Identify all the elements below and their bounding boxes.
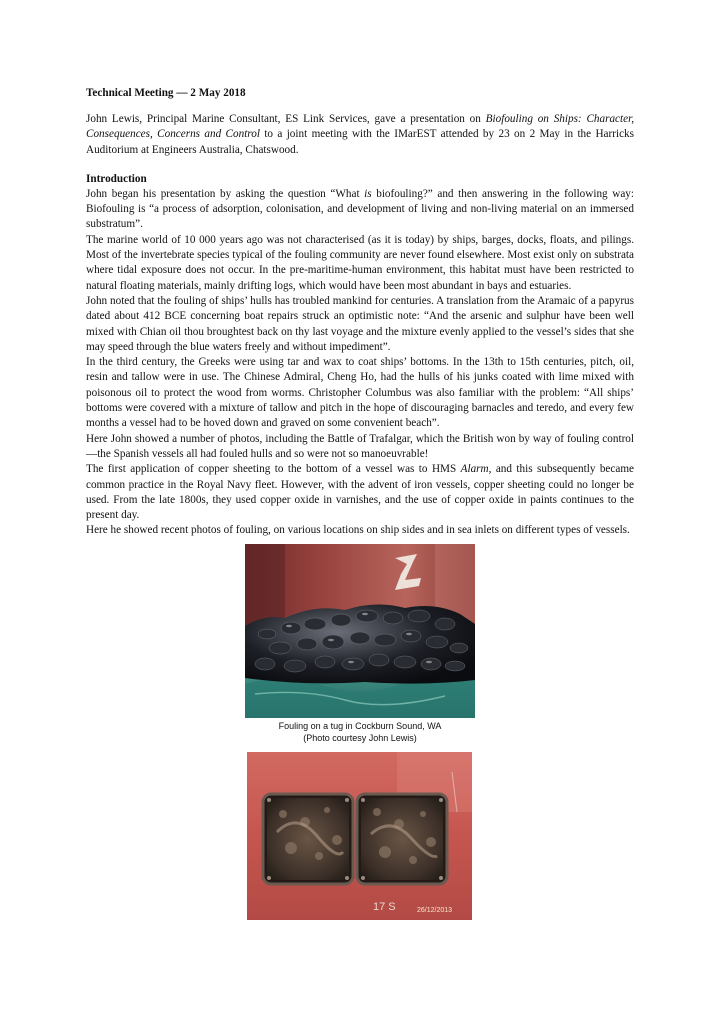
- paragraph-1: John began his presentation by asking the question “What is biofouling?” and then answering in the following way: Biofouling is “a process of adsorption, colonisation, and development of living and non-living material on an immersed substratum”.: [86, 187, 634, 231]
- paragraph-4: In the third century, the Greeks were using tar and wax to coat ships’ bottoms. In the 13th to 15th centuries, pitch, oil, resin and tallow were in use. The Chinese Admiral, Cheng Ho, had the hulls of his junks coated with lime mixed with poisonous oil to protect the wood from worms. Christopher Columbus was also familiar with the problem: “All ships’ bottoms were covered with a mixture of tallow and pitch in the hope of discouraging barnacles and teredo, and every few months a vessel had to be hoved down and graved on some convenient beach”.: [86, 356, 634, 430]
- section-heading: Introduction: [86, 172, 147, 185]
- paragraph-6: The first application of copper sheeting to the bottom of a vessel was to HMS Alarm, and this subsequently became common practice in the Royal Navy fleet. However, with the advent of iron vessels, copper sheeting could no longer be used. From the late 1800s, they used copper oxide in varnishes, and the use of copper oxide in paints continues to the present day.: [86, 463, 634, 522]
- intro-paragraph: John Lewis, Principal Marine Consultant, ES Link Services, gave a presentation on Biofouling on Ships: Character, Consequences, Concerns and Control to a joint meeting with the IMarEST attended by 23 on 2 May in the Harricks Auditorium at Engineers Australia, Chatswood.: [86, 113, 635, 156]
- paragraph-5: Here John showed a number of photos, including the Battle of Trafalgar, which the British won by way of fouling control—the Spanish vessels all had fouled hulls and so were not so manoeuvrable!: [86, 432, 634, 460]
- paragraph-3: John noted that the fouling of ships’ hulls has troubled mankind for centuries. A translation from the Aramaic of a papyrus dated about 412 BCE concerning boat repairs struck an optimistic note: “And the arsenic and sulphur have been well mixed with Chian oil thou broughtest back on thy last voyage and the mixture evenly applied to the vessel’s sides that she may speed through the blue waters freely and without impediment”.: [86, 294, 634, 353]
- photo-sea-inlet-fouling: [247, 752, 472, 920]
- page-title: Technical Meeting — 2 May 2018: [86, 87, 246, 99]
- photo-date-stamp: 26/12/2013: [417, 907, 453, 914]
- hull-marking: 17 S: [373, 901, 396, 913]
- paragraph-2: The marine world of 10 000 years ago was not characterised (as it is today) by ships, barges, docks, floats, and pilings. Most of the invertebrate species typical of the fouling community are never found elsewhere. Most exist only on substrata where tidal exposure does not occur. In the pre-maritime-human environment, this habitat must have been restricted to natural floating materials, mainly drifting logs, which would have been most abundant in bays and estuaries.: [86, 233, 634, 292]
- document-body: [86, 86, 634, 539]
- paragraph-7: Here he showed recent photos of fouling, on various locations on ship sides and in sea inlets on different types of vessels.: [86, 524, 630, 537]
- figure-caption: Fouling on a tug in Cockburn Sound, WA (Photo courtesy John Lewis): [278, 721, 442, 743]
- photo-tug-fouling: [245, 544, 475, 718]
